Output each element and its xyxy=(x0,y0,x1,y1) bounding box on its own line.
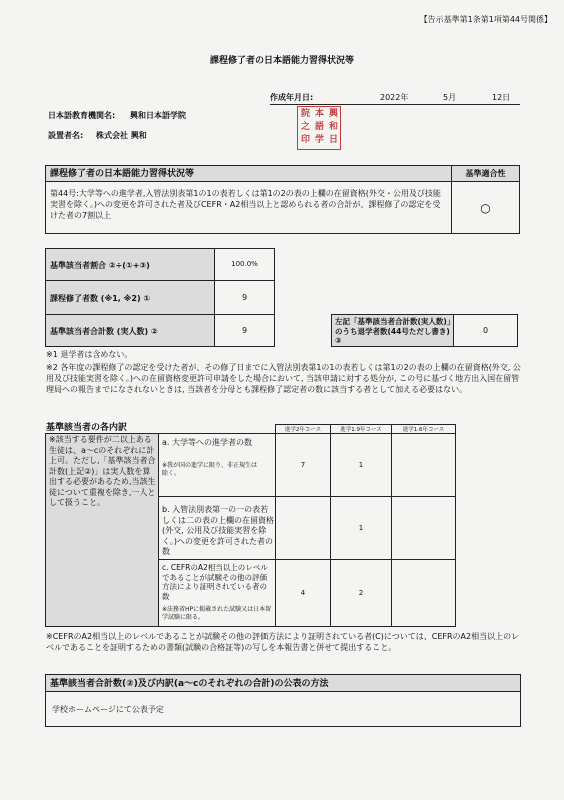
column-header-label: 進学1.6年コース xyxy=(402,427,445,433)
cefr-note: ※CEFRのA2相当以上のレベルであることが試験その他の評価方法により証明されている者(C)については、CEFRのA2相当以上のレベルであることを証明するための書類(試験の合格証等)の写しを本報告書と併せて提出すること。 xyxy=(46,632,520,652)
breakdown-left-note: ※該当する要件が二以上ある生徒は、a～cのそれぞれに計上可。ただし,「基準該当者合計数(上記②)」は実人数を算出する必要があるため,当該生徒について重複を除き,一人として扱うこと。 xyxy=(49,435,156,507)
seal-char: 語 xyxy=(315,122,325,132)
ratio-label-cell xyxy=(45,248,215,281)
institution-seal xyxy=(297,106,341,150)
completers-value-cell xyxy=(214,280,275,315)
seal-char: 院 xyxy=(301,109,311,119)
status-header-cell xyxy=(45,165,452,182)
seal-char: 印 xyxy=(301,135,311,145)
row-a-val-16yr xyxy=(391,433,456,497)
seal-char: 和 xyxy=(329,122,339,132)
cell-value: 2 xyxy=(358,588,364,597)
compliance-header: 基準適合性 xyxy=(465,169,506,178)
seal-char: 日 xyxy=(329,135,339,145)
completers-value: 9 xyxy=(241,293,248,302)
ratio-label: 基準該当者割合 ②÷(①+③) xyxy=(50,261,150,270)
status-description-cell xyxy=(45,181,452,234)
withdrawn-label-cell xyxy=(331,314,454,347)
row-a-sub: ※我が国の進学に限り、非正規生は除く。 xyxy=(162,462,258,477)
seal-char: 興 xyxy=(329,109,339,119)
withdrawn-value: 0 xyxy=(482,326,489,335)
row-b-label: b. 入管法別表第一の一の表若しくは二の表の上欄の在留資格(外交, 公用及び技能実習を除く。)への変更を許可された者の数 xyxy=(162,505,274,556)
row-c-label: c. CEFRのA2相当以上のレベルであることが試験その他の評価方法により証明されている者の数 xyxy=(162,563,268,601)
row-c-sub: ※法務省HPに掲載された試験又は日本留学試験に限る。 xyxy=(162,606,272,621)
status-section-title: 課程修了者の日本語能力習得状況等 xyxy=(50,169,195,179)
eligible-label-cell xyxy=(45,314,215,347)
founder-label: 設置者名: xyxy=(48,131,84,140)
status-description: 第44号:大学等への進学者,入管法別表第1の1の表若しくは第1の2の表の上欄の在留資格(外交・公用及び技能実習を除く。)への変更を許可された者及びCEFR・A2相当以上と認められる者の合計が、課程修了の認定を受けた者の7割以上 xyxy=(50,189,441,220)
row-b-val-2yr xyxy=(275,496,331,560)
note-1: ※1 退学者は含めない。 xyxy=(46,350,133,359)
eligible-value-cell xyxy=(214,314,275,347)
completers-label: 課程修了者数 (※1, ※2) ① xyxy=(50,294,151,303)
column-header-label: 進学2年コース xyxy=(284,427,322,433)
completers-label-cell xyxy=(45,280,215,315)
created-year: 2022年 xyxy=(380,93,409,102)
seal-char: 本 xyxy=(315,109,325,119)
ratio-value-cell xyxy=(214,248,275,281)
row-c-val-16yr xyxy=(391,559,456,627)
seal-char: 学 xyxy=(315,135,325,145)
row-a-val-2yr xyxy=(275,433,331,497)
row-c-val-2yr xyxy=(275,559,331,627)
column-header-label: 進学1.9年コース xyxy=(340,427,382,433)
ratio-value: 100.0% xyxy=(231,260,258,268)
publication-method: 学校ホームページにて公表予定 xyxy=(52,705,164,714)
cell-value: 4 xyxy=(300,588,306,597)
breakdown-note-cell xyxy=(45,433,159,627)
created-day: 12日 xyxy=(492,93,511,102)
eligible-label: 基準該当者合計数 (実人数) ② xyxy=(50,327,158,336)
publication-title: 基準該当者合計数(②)及び内訳(a～cのそれぞれの合計)の公表の方法 xyxy=(50,679,329,689)
withdrawn-value-cell xyxy=(453,314,518,347)
created-date-label: 作成年月日: xyxy=(270,93,314,102)
note-2: ※2 各年度の課程修了の認定を受けた者が、その修了日までに入管法別表第1の1の表若しくは第1の2の表の上欄の在留資格(外交, 公用及び技能実習を除く。)への在留資格変更許可申請をした場合において, 当該申請に対する処分が, この号に基づく地方出入国在留管理局への報告までになされないときは, 当該者を分母とも課程修了認定者の数に該当する者として加える必要はない。 xyxy=(46,363,521,394)
seal-char: 之 xyxy=(301,122,311,132)
cell-value: 1 xyxy=(358,460,364,469)
breakdown-title: 基準該当者の各内訳 xyxy=(46,423,128,433)
institution-name: 興和日本語学院 xyxy=(130,111,186,120)
publication-header-cell xyxy=(45,674,521,692)
institution-label: 日本語教育機関名: xyxy=(48,111,116,120)
date-underline xyxy=(270,104,520,105)
created-month: 5月 xyxy=(443,93,457,102)
cell-value: 7 xyxy=(300,460,306,469)
row-b-label-cell xyxy=(158,496,276,560)
compliance-value-cell xyxy=(451,181,520,234)
row-a-label-cell xyxy=(158,433,276,497)
page-title: 課程修了者の日本語能力習得状況等 xyxy=(209,56,354,66)
compliance-header-cell xyxy=(451,165,520,182)
row-a-label: a. 大学等への進学者の数 xyxy=(162,438,252,447)
row-a-val-19yr xyxy=(330,433,392,497)
eligible-value: 9 xyxy=(241,326,248,335)
row-b-val-16yr xyxy=(391,496,456,560)
cell-value: 1 xyxy=(358,523,364,532)
founder-name: 株式会社 興和 xyxy=(96,131,147,140)
withdrawn-label: 左記「基準該当者合計数(実人数)」のうち退学者数(44号ただし書き) ③ xyxy=(335,317,451,345)
row-b-val-19yr xyxy=(330,496,392,560)
row-c-label-cell xyxy=(158,559,276,627)
publication-method-cell xyxy=(45,691,521,727)
compliance-mark: ○ xyxy=(480,200,491,215)
row-c-val-19yr xyxy=(330,559,392,627)
notice-label: 【告示基準第1条第1項第44号関係】 xyxy=(419,15,552,24)
